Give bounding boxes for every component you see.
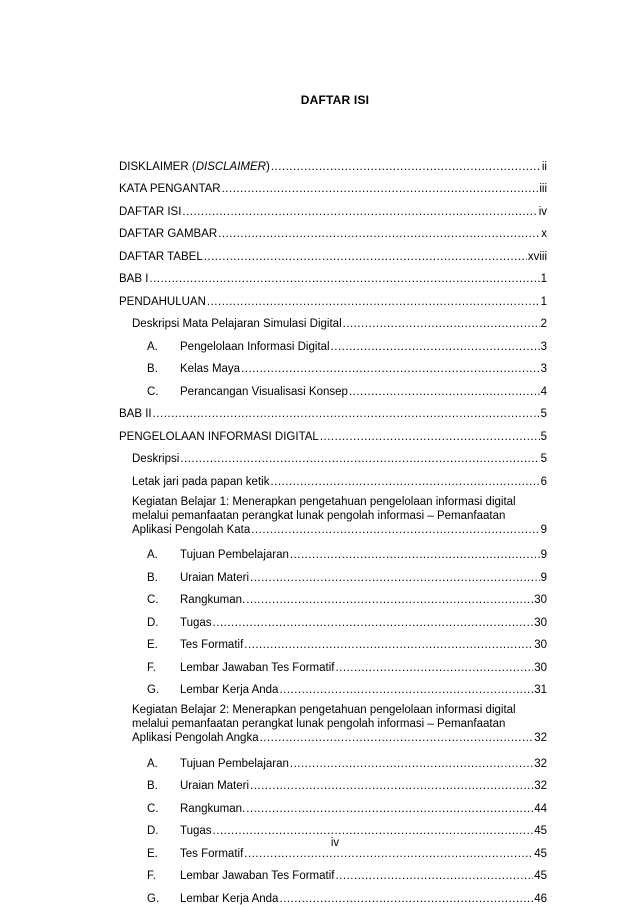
leader-dots xyxy=(250,780,533,792)
table-of-contents xyxy=(119,152,547,907)
leader-dots xyxy=(251,523,539,537)
toc-page-number: 32 xyxy=(534,757,547,770)
leader-dots xyxy=(246,803,533,815)
toc-item-letter: B. xyxy=(147,363,158,375)
toc-page-number: 30 xyxy=(534,594,547,606)
leader-dots xyxy=(349,386,540,398)
leader-dots xyxy=(335,662,533,674)
toc-entry-label: Rangkuman. xyxy=(180,594,246,606)
toc-entry-perancangan-visualisasi[interactable] xyxy=(119,377,547,400)
toc-entry-kb1-tes-formatif[interactable] xyxy=(119,631,547,654)
leader-dots xyxy=(271,161,541,173)
toc-item-letter: A. xyxy=(147,340,158,353)
toc-page-number: 32 xyxy=(534,780,547,792)
toc-entry-label: Tujuan Pembelajaran xyxy=(180,757,289,770)
toc-entry-letak-jari[interactable] xyxy=(119,467,547,490)
toc-entry-kb2-uraian[interactable] xyxy=(119,772,547,795)
toc-entry-label: KATA PENGANTAR xyxy=(119,183,221,195)
toc-entry-line: Kegiatan Belajar 1: Menerapkan pengetahuan pengelolaan informasi digital xyxy=(132,495,516,508)
leader-dots xyxy=(290,549,540,561)
toc-entry-label: Rangkuman. xyxy=(180,802,246,815)
toc-entry-daftar-gambar[interactable] xyxy=(119,220,547,243)
toc-entry-kegiatan-belajar-2[interactable] xyxy=(119,698,547,749)
toc-entry-label: DAFTAR ISI xyxy=(119,205,182,218)
leader-dots xyxy=(182,206,537,218)
toc-entry-pendahuluan[interactable] xyxy=(119,287,547,310)
leader-dots xyxy=(213,617,534,629)
leader-dots xyxy=(213,825,534,837)
toc-page-number: 1 xyxy=(540,295,547,308)
toc-entry-daftar-tabel[interactable] xyxy=(119,242,547,265)
leader-dots xyxy=(290,758,533,770)
leader-dots xyxy=(331,341,540,353)
leader-dots xyxy=(241,363,540,375)
toc-entry-kb2-lembar-kerja[interactable] xyxy=(119,884,547,907)
toc-item-letter: F. xyxy=(147,870,156,882)
toc-page-number: 2 xyxy=(540,318,547,330)
leader-dots xyxy=(153,408,540,420)
toc-entry-line: melalui pemanfaatan perangkat lunak pengolah informasi – Pemanfaatan xyxy=(132,718,506,730)
toc-entry-label: DAFTAR TABEL xyxy=(119,250,203,263)
toc-item-letter: C. xyxy=(147,802,159,815)
toc-entry-bab-1[interactable] xyxy=(119,265,547,288)
toc-page-number: 3 xyxy=(540,340,547,353)
leader-dots xyxy=(180,453,539,465)
toc-entry-label: Tes Formatif xyxy=(180,847,244,860)
toc-entry-kb1-lembar-jawaban[interactable] xyxy=(119,653,547,676)
toc-page-number: 46 xyxy=(534,892,547,905)
toc-entry-disclaimer[interactable] xyxy=(119,152,547,175)
toc-entry-kelas-maya[interactable] xyxy=(119,355,547,378)
toc-entry-kb1-uraian[interactable] xyxy=(119,563,547,586)
toc-page-number: 9 xyxy=(540,571,547,584)
toc-entry-kb2-rangkuman[interactable] xyxy=(119,794,547,817)
toc-entry-label: Uraian Materi xyxy=(180,780,250,792)
toc-page-number: 3 xyxy=(540,363,547,375)
leader-dots xyxy=(320,431,540,443)
toc-item-letter: D. xyxy=(147,616,159,629)
leader-dots xyxy=(343,318,540,330)
leader-dots xyxy=(244,639,533,651)
toc-page-number: 30 xyxy=(534,639,547,651)
toc-entry-label: Lembar Jawaban Tes Formatif xyxy=(180,870,335,882)
toc-page-number: ii xyxy=(541,160,547,173)
toc-entry-label: Perancangan Visualisasi Konsep xyxy=(180,385,348,398)
toc-item-letter: B. xyxy=(147,780,158,792)
toc-entry-daftar-isi[interactable] xyxy=(119,197,547,220)
leader-dots xyxy=(244,848,533,860)
toc-page-number: 32 xyxy=(534,732,547,744)
toc-item-letter: C. xyxy=(147,594,159,606)
toc-entry-label: Letak jari pada papan ketik xyxy=(132,475,270,488)
toc-entry-label: Deskripsi Mata Pelajaran Simulasi Digital xyxy=(132,318,342,330)
toc-entry-kb2-tugas[interactable] xyxy=(119,817,547,840)
toc-page-number: 1 xyxy=(540,273,547,285)
toc-entry-kata-pengantar[interactable] xyxy=(119,175,547,198)
toc-entry-label: DAFTAR GAMBAR xyxy=(119,228,218,240)
toc-item-letter: G. xyxy=(147,684,160,696)
leader-dots xyxy=(204,251,527,263)
toc-entry-label: PENDAHULUAN xyxy=(119,295,206,308)
toc-item-letter: G. xyxy=(147,892,160,905)
toc-page-number: 9 xyxy=(540,549,547,561)
toc-entry-kb2-lembar-jawaban[interactable] xyxy=(119,862,547,885)
toc-page-number: 31 xyxy=(534,684,547,696)
toc-page-number: 45 xyxy=(534,847,547,860)
toc-entry-label: Uraian Materi xyxy=(180,571,250,584)
toc-item-letter: E. xyxy=(147,639,158,651)
toc-entry-label: Lembar Kerja Anda xyxy=(180,684,279,696)
toc-page-number: 30 xyxy=(534,616,547,629)
toc-entry-label: DISKLAIMER (DISCLAIMER) xyxy=(119,160,270,173)
toc-entry-label: Tugas xyxy=(180,825,212,837)
page-title: DAFTAR ISI xyxy=(300,93,370,107)
toc-item-letter: D. xyxy=(147,825,159,837)
toc-entry-bab-2[interactable] xyxy=(119,400,547,423)
toc-entry-pengelolaan-informasi-digital[interactable] xyxy=(119,422,547,445)
toc-page-number: xviii xyxy=(527,250,547,263)
toc-item-letter: A. xyxy=(147,757,158,770)
toc-page-number: 9 xyxy=(540,523,547,536)
toc-page-number: 6 xyxy=(540,475,547,488)
toc-page-number: 30 xyxy=(534,661,547,674)
toc-entry-line: melalui pemanfaatan perangkat lunak pengolah informasi – Pemanfaatan xyxy=(132,509,506,522)
toc-entry-kb2-tujuan[interactable] xyxy=(119,749,547,772)
page-number-footer: iv xyxy=(330,837,340,849)
toc-page-number: 5 xyxy=(540,430,547,443)
toc-entry-label: Tugas xyxy=(180,616,212,629)
toc-entry-deskripsi[interactable] xyxy=(119,445,547,468)
toc-item-letter: E. xyxy=(147,847,158,860)
toc-entry-label: Aplikasi Pengolah Angka xyxy=(132,732,259,744)
toc-entry-kegiatan-belajar-1[interactable] xyxy=(119,490,547,541)
toc-entry-label: Lembar Jawaban Tes Formatif xyxy=(180,661,335,674)
toc-entry-label: Kelas Maya xyxy=(180,363,241,375)
leader-dots xyxy=(250,572,540,584)
leader-dots xyxy=(149,273,539,285)
toc-entry-deskripsi-mapel[interactable] xyxy=(119,310,547,333)
toc-page-number: x xyxy=(541,228,547,240)
leader-dots xyxy=(218,228,540,240)
toc-entry-pengelolaan-informasi[interactable] xyxy=(119,332,547,355)
toc-item-letter: F. xyxy=(147,661,156,674)
leader-dots xyxy=(270,476,539,488)
leader-dots xyxy=(246,594,533,606)
leader-dots xyxy=(335,870,533,882)
toc-page-number: 45 xyxy=(534,825,547,837)
leader-dots xyxy=(207,296,540,308)
toc-page-number: iv xyxy=(538,205,547,218)
toc-entry-label: Aplikasi Pengolah Kata xyxy=(132,523,251,536)
toc-entry-line: Kegiatan Belajar 2: Menerapkan pengetahuan pengelolaan informasi digital xyxy=(132,704,516,716)
toc-page-number: 4 xyxy=(540,385,547,398)
toc-entry-label: BAB II xyxy=(119,408,152,420)
toc-entry-kb1-rangkuman[interactable] xyxy=(119,586,547,609)
toc-entry-kb1-lembar-kerja[interactable] xyxy=(119,676,547,699)
leader-dots xyxy=(260,731,534,745)
toc-item-letter: A. xyxy=(147,549,158,561)
toc-entry-kb1-tujuan[interactable] xyxy=(119,541,547,564)
leader-dots xyxy=(279,684,533,696)
toc-page-number: 45 xyxy=(534,870,547,882)
toc-entry-label: Pengelolaan Informasi Digital xyxy=(180,340,330,353)
toc-entry-label: Tujuan Pembelajaran xyxy=(180,549,289,561)
toc-page-number: 5 xyxy=(540,408,547,420)
toc-entry-label: Tes Formatif xyxy=(180,639,244,651)
toc-entry-label: PENGELOLAAN INFORMASI DIGITAL xyxy=(119,430,319,443)
toc-entry-label: Deskripsi xyxy=(132,453,180,465)
toc-entry-kb1-tugas[interactable] xyxy=(119,608,547,631)
toc-entry-label: Lembar Kerja Anda xyxy=(180,892,279,905)
toc-entry-label: BAB I xyxy=(119,273,149,285)
toc-item-letter: C. xyxy=(147,385,159,398)
toc-page-number: iii xyxy=(539,183,547,195)
toc-page-number: 44 xyxy=(534,802,547,815)
toc-page-number: 5 xyxy=(540,453,547,465)
toc-item-letter: B. xyxy=(147,571,158,584)
leader-dots xyxy=(222,183,539,195)
